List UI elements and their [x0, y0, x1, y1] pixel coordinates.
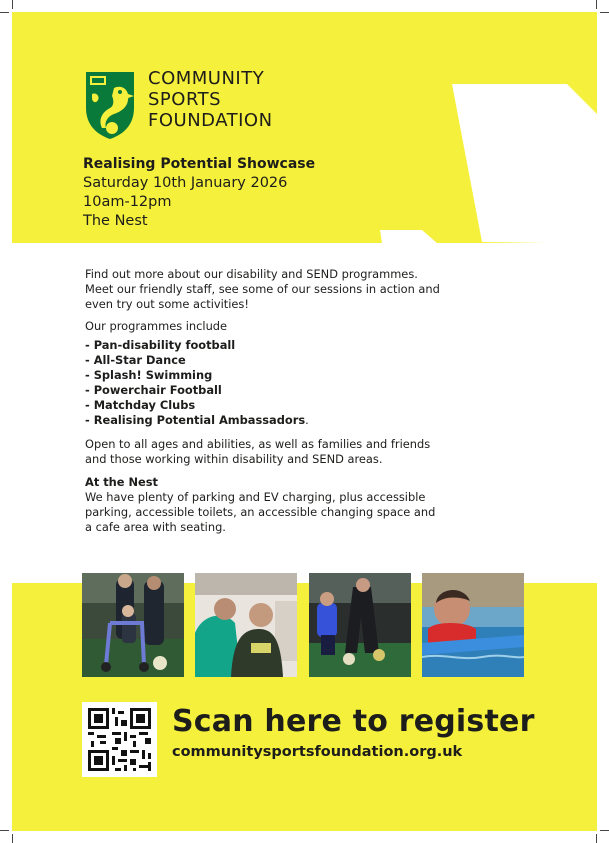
list-item: - Pan-disability football	[85, 338, 236, 352]
list-end-punctuation: .	[305, 413, 309, 427]
register-headline: Scan here to register	[172, 704, 535, 739]
nest-heading: At the Nest	[85, 475, 158, 489]
event-date: Saturday 10th January 2026	[83, 175, 288, 191]
nest-text: We have plenty of parking and EV charging, plus accessible parking, accessible toilets, an accessible changing space and a cafe area with seating.	[85, 490, 436, 534]
crop-mark	[596, 834, 597, 843]
swimming-photo	[422, 573, 524, 677]
org-name-line: COMMUNITY	[148, 68, 265, 89]
organisation-name	[148, 68, 273, 131]
org-name-line: FOUNDATION	[148, 110, 273, 131]
programmes-list	[85, 338, 445, 428]
staff-at-screen-photo	[195, 573, 297, 677]
list-item: - All-Star Dance	[85, 353, 186, 367]
event-details	[83, 154, 315, 231]
open-text: Open to all ages and abilities, as well as families and friends and those working within disability and SEND areas.	[85, 437, 431, 466]
crop-mark	[12, 0, 13, 9]
event-time: 10am-12pm	[83, 194, 172, 210]
indoor-football-photo	[309, 573, 411, 677]
crop-mark	[0, 12, 9, 13]
crop-mark	[600, 12, 609, 13]
list-item-text: - Realising Potential Ambassadors	[85, 413, 306, 427]
crop-mark	[12, 834, 13, 843]
register-url[interactable]: communitysportsfoundation.org.uk	[172, 744, 463, 760]
football-walker-photo	[82, 573, 184, 677]
crop-mark	[596, 0, 597, 9]
list-item: - Powerchair Football	[85, 383, 222, 397]
list-item: - Matchday Clubs	[85, 398, 196, 412]
list-item: - Splash! Swimming	[85, 368, 213, 382]
crop-mark	[0, 830, 9, 831]
intro-text: Find out more about our disability and SEND programmes. Meet our friendly staff, see some of our sessions in action and even try out some activities!	[85, 267, 440, 311]
list-item	[85, 413, 445, 428]
photo-strip	[82, 573, 524, 677]
main-content	[85, 267, 445, 543]
event-venue: The Nest	[83, 213, 148, 229]
qr-code-icon	[82, 702, 157, 777]
register-section	[172, 704, 535, 762]
event-title: Realising Potential Showcase	[83, 156, 316, 172]
org-name-line: SPORTS	[148, 89, 222, 110]
crop-mark	[600, 830, 609, 831]
programmes-heading: Our programmes include	[85, 319, 228, 333]
canary-crest-icon	[84, 70, 136, 140]
flyer-page	[12, 12, 597, 831]
